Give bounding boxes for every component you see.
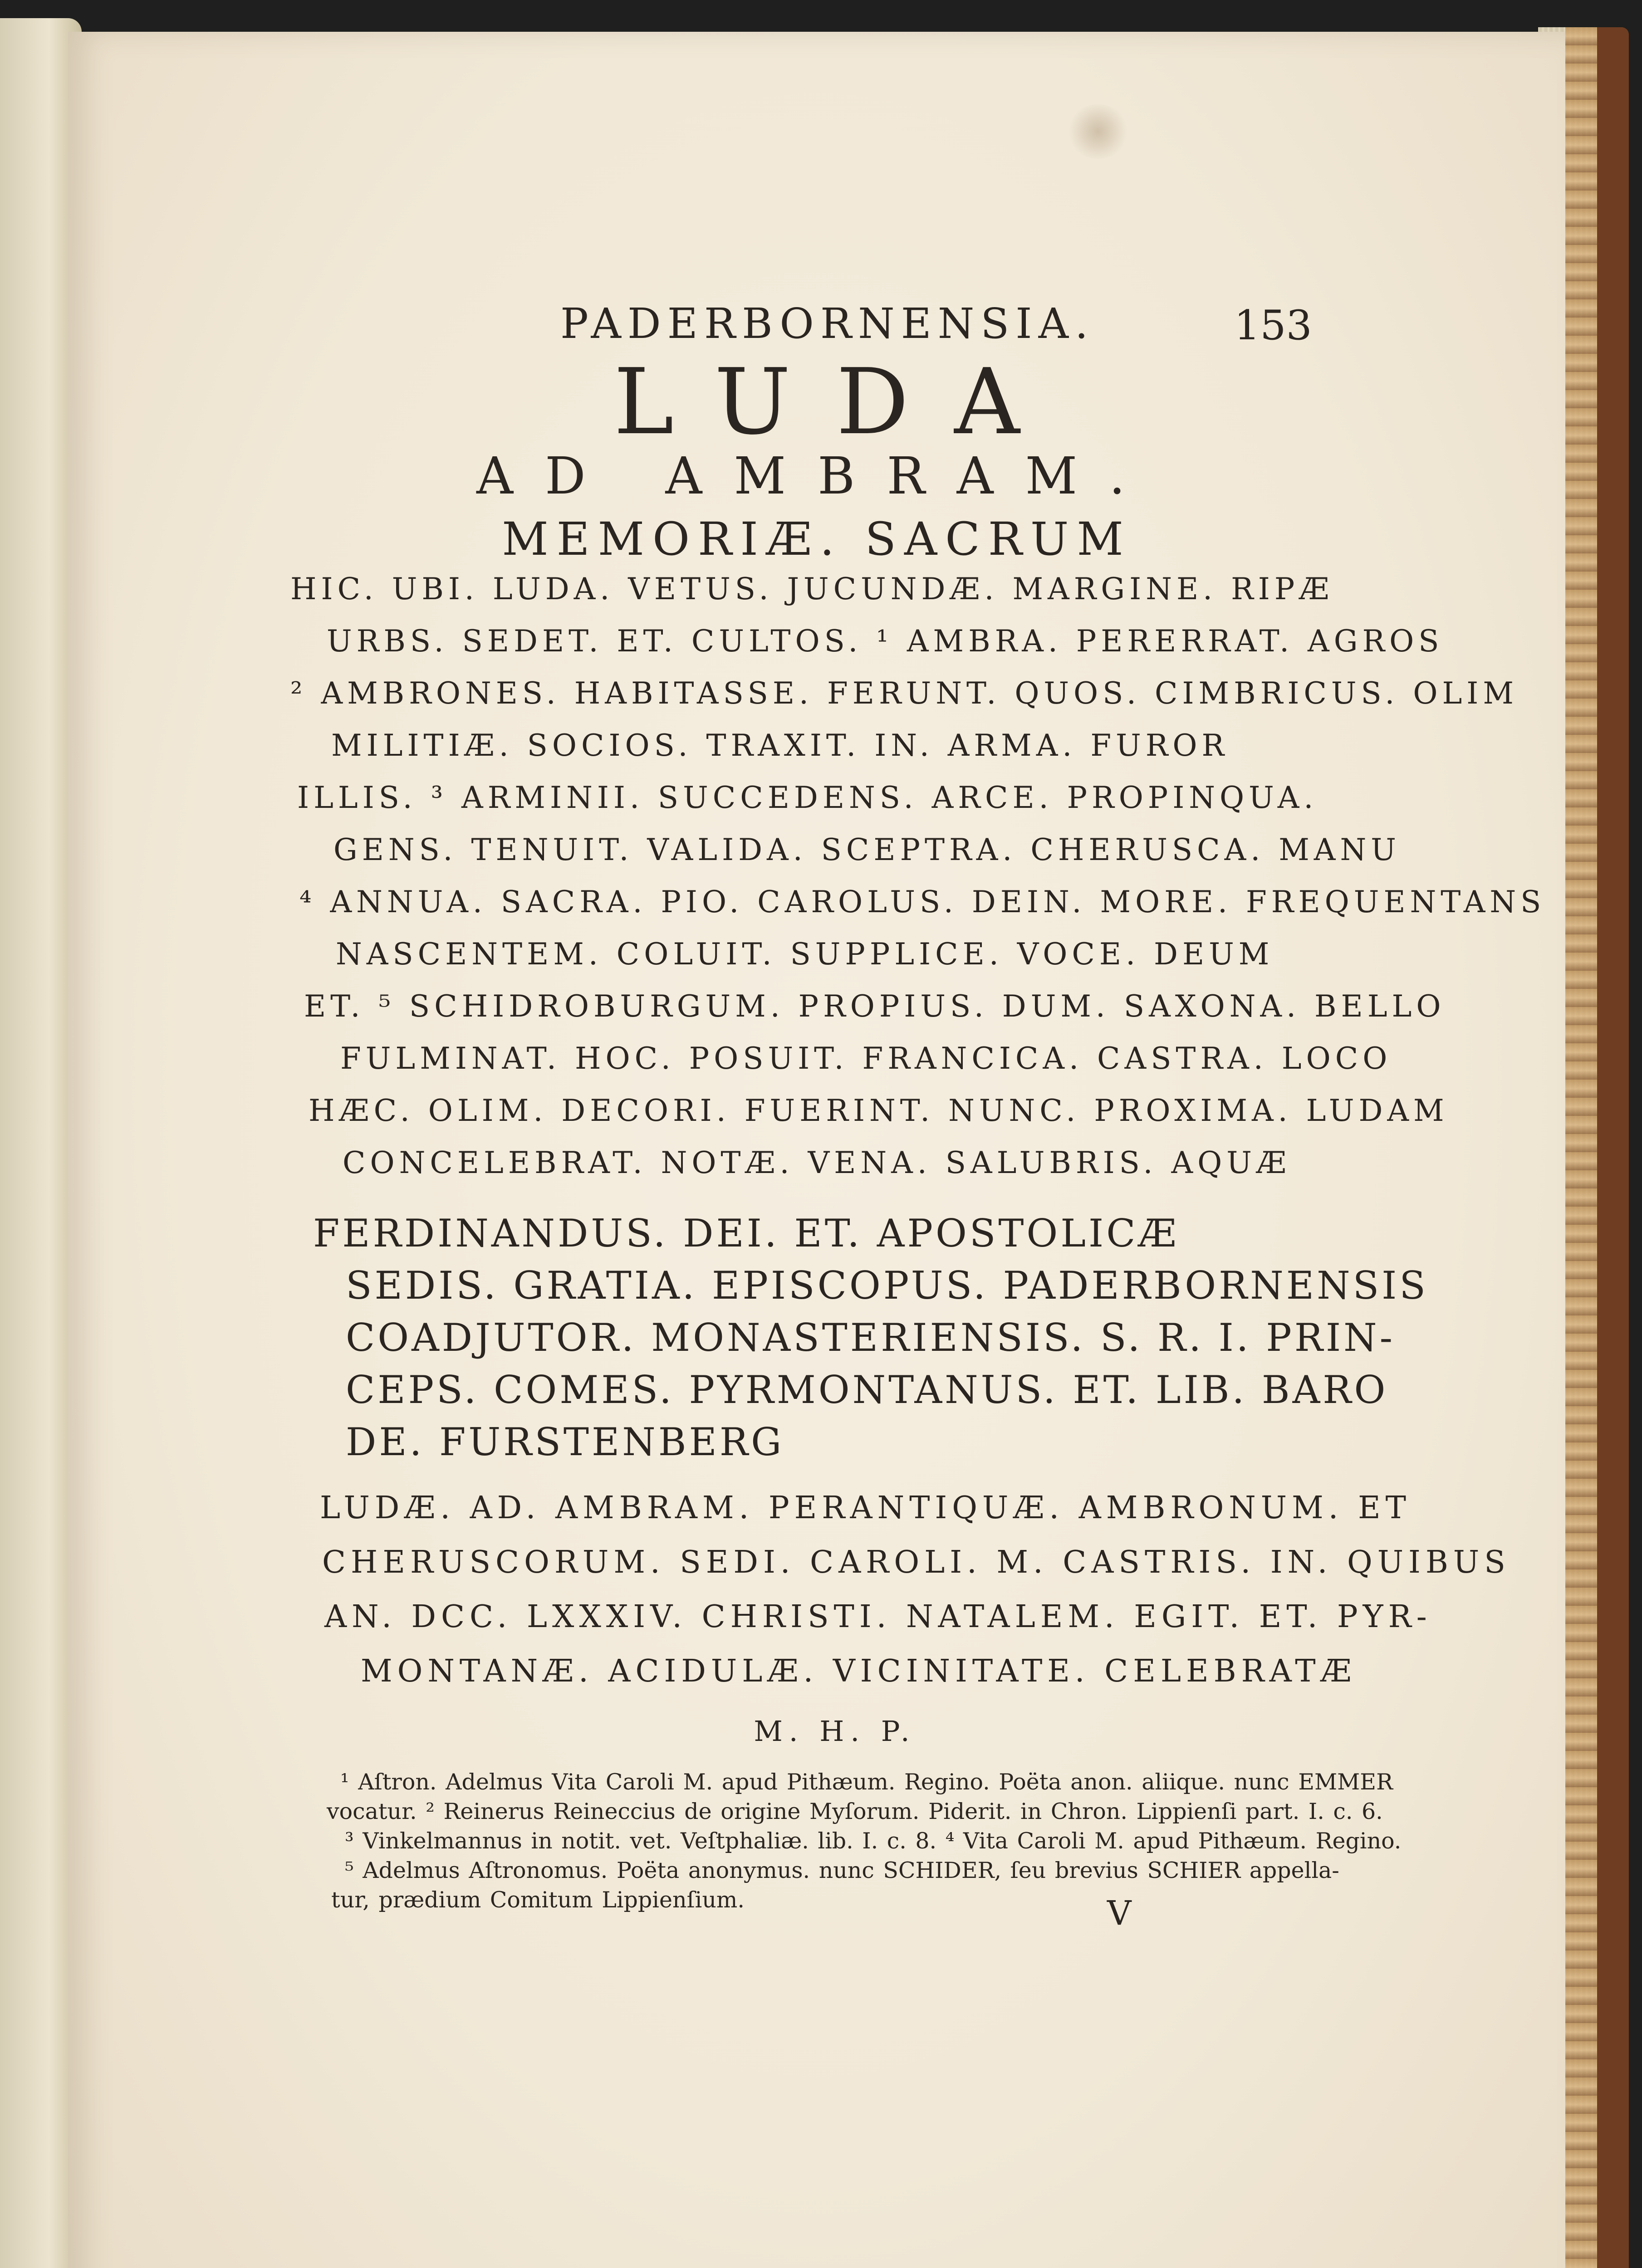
verse-line: GENS. TENUIT. VALIDA. SCEPTRA. CHERUSCA. MANU [333,832,1401,867]
verse-line: NASCENTEM. COLUIT. SUPPLICE. VOCE. DEUM [336,937,1274,972]
verse-line: URBS. SEDET. ET. CULTOS. ¹ AMBRA. PERERRAT. AGROS [327,624,1444,659]
dedication-line: MONTANÆ. ACIDULÆ. VICINITATE. CELEBRATÆ [361,1653,1357,1689]
dedication-line: DE. FURSTENBERG [346,1420,784,1464]
marbled-edge [1565,27,1602,2268]
running-head: PADERBORNENSIA. [560,299,1095,348]
footnote-line: tur, prædium Comitum Lippienſium. [331,1887,745,1913]
dedication-line: LUDÆ. AD. AMBRAM. PERANTIQUÆ. AMBRONUM. ET [320,1490,1411,1526]
memoriae-heading: MEMORIÆ. SACRUM [502,513,1132,566]
verse-line: CONCELEBRAT. NOTÆ. VENA. SALUBRIS. AQUÆ [343,1145,1291,1180]
footnote-line: ¹ Aſtron. Adelmus Vita Caroli M. apud Pithæum. Regino. Poëta anon. aliique. nunc EMMER [340,1769,1393,1795]
footnote-line: ⁵ Adelmus Aſtronomus. Poëta anonymus. nunc SCHIDER, ſeu brevius SCHIER appella- [345,1857,1339,1883]
dedication-line: COADJUTOR. MONASTERIENSIS. S. R. I. PRIN- [346,1315,1396,1360]
page-title: LUDA [613,349,1065,455]
cover-board [1597,27,1629,2268]
sigla: M. H. P. [754,1715,916,1748]
dedication-line: CHERUSCORUM. SEDI. CAROLI. M. CASTRIS. IN. QUIBUS [322,1545,1510,1580]
verse-line: ILLIS. ³ ARMINII. SUCCEDENS. ARCE. PROPINQUA. [297,780,1318,815]
verse-line: MILITIÆ. SOCIOS. TRAXIT. IN. ARMA. FUROR [331,728,1229,763]
paper-stain [1066,104,1130,159]
footnote-line: ³ Vinkelmannus in notit. vet. Veſtphaliæ. lib. I. c. 8. ⁴ Vita Caroli M. apud Pithæum. Regino. [345,1828,1402,1854]
dedication-line: FERDINANDUS. DEI. ET. APOSTOLICÆ [313,1211,1179,1256]
verse-line: HÆC. OLIM. DECORI. FUERINT. NUNC. PROXIMA. LUDAM [309,1093,1449,1128]
dedication-line: AN. DCC. LXXXIV. CHRISTI. NATALEM. EGIT. ET. PYR- [324,1599,1432,1635]
verse-line: ⁴ ANNUA. SACRA. PIO. CAROLUS. DEIN. MORE. FREQUENTANS [299,885,1546,919]
footnote-line: vocatur. ² Reinerus Reineccius de origine Myſorum. Piderit. in Chron. Lippienſi part. I. c. 6. [327,1799,1383,1824]
dedication-line: SEDIS. GRATIA. EPISCOPUS. PADERBORNENSIS [346,1263,1428,1308]
verse-line: FULMINAT. HOC. POSUIT. FRANCICA. CASTRA. LOCO [340,1041,1392,1076]
signature-mark: V [1107,1894,1132,1933]
verse-line: ET. ⁵ SCHIDROBURGUM. PROPIUS. DUM. SAXONA. BELLO [304,989,1446,1024]
verse-line: ² AMBRONES. HABITASSE. FERUNT. QUOS. CIMBRICUS. OLIM [290,676,1518,711]
page-number: 153 [1234,302,1312,349]
dedication-line: CEPS. COMES. PYRMONTANUS. ET. LIB. BARO [346,1368,1388,1412]
verse-line: HIC. UBI. LUDA. VETUS. JUCUNDÆ. MARGINE. RIPÆ [290,572,1334,606]
book-page [68,32,1565,2268]
page-subtitle: AD AMBRAM. [476,447,1157,506]
